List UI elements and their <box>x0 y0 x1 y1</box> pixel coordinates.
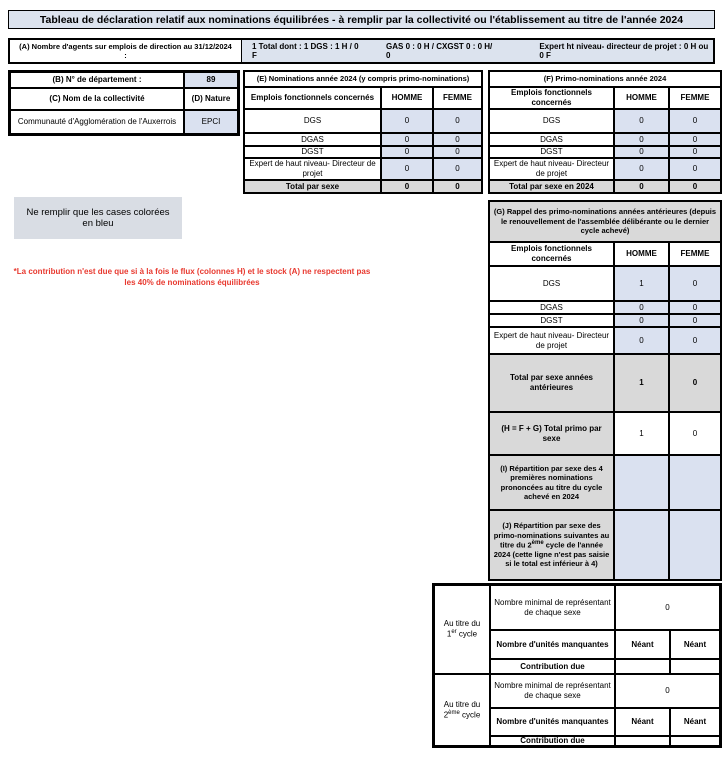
nature-label: (D) Nature <box>184 88 238 110</box>
h-row-homme: 1 <box>614 412 669 455</box>
g-dgst-label: DGST <box>489 314 614 327</box>
g-dgs-label: DGS <box>489 266 614 301</box>
f-total-femme: 0 <box>669 180 721 193</box>
cycle-2-sup: ème <box>448 709 460 716</box>
f-expert-femme-cell[interactable]: 0 <box>669 158 721 180</box>
row-a-total: 1 Total dont : 1 DGS : 1 H / 0 F <box>252 42 359 60</box>
g-total-femme: 0 <box>669 354 721 412</box>
row-a-expert: Expert ht niveau- directeur de projet : 0 H ou 0 F <box>539 42 709 60</box>
cycles-table <box>432 583 722 748</box>
f-expert-homme-cell[interactable]: 0 <box>614 158 669 180</box>
f-col-femme: FEMME <box>669 87 721 109</box>
g-dgas-label: DGAS <box>489 301 614 314</box>
collectivity-table <box>8 70 240 136</box>
cycle-2-text: Au titre du 2 <box>443 699 481 720</box>
cycle2-contribution-label: Contribution due <box>490 736 615 746</box>
cycle2-missing-homme: Néant <box>615 708 670 736</box>
e-col-homme: HOMME <box>381 87 433 109</box>
j-row-sup: ème <box>531 540 544 547</box>
e-col-femme: FEMME <box>433 87 482 109</box>
e-total-homme: 0 <box>381 180 433 193</box>
j-row-text: (J) Répartition par sexe des primo-nominations suivantes au titre du 2 <box>493 521 610 550</box>
e-expert-femme-cell[interactable]: 0 <box>433 158 482 180</box>
cycle-1-sup: er <box>451 629 457 636</box>
contribution-footnote: *La contribution n'est due que si à la fois le flux (colonnes H) et le stock (A) ne respectent pas les 40% de nominations équilibrées <box>13 267 371 288</box>
g-col-femme: FEMME <box>669 242 721 266</box>
g-dgs-femme-cell[interactable]: 0 <box>669 266 721 301</box>
cycle2-contribution-femme <box>670 736 720 746</box>
e-dgs-label: DGS <box>244 109 381 133</box>
i-row-femme-cell[interactable] <box>669 455 721 510</box>
f-dgst-femme-cell[interactable]: 0 <box>669 146 721 158</box>
f-dgs-femme-cell[interactable]: 0 <box>669 109 721 133</box>
section-e-header: (E) Nominations année 2024 (y compris primo-nominations) <box>244 71 482 87</box>
f-dgas-femme-cell[interactable]: 0 <box>669 133 721 146</box>
e-expert-homme-cell[interactable]: 0 <box>381 158 433 180</box>
cycle-2-label <box>434 674 490 746</box>
e-total-label: Total par sexe <box>244 180 381 193</box>
g-total-homme: 1 <box>614 354 669 412</box>
section-g-header: (G) Rappel des primo-nominations années antérieures (depuis le renouvellement de l'assemblée délibérante ou le dernier cycle achevé) <box>489 201 721 242</box>
g-col-emplois: Emplois fonctionnels concernés <box>489 242 614 266</box>
cycle1-contribution-femme <box>670 659 720 674</box>
f-col-homme: HOMME <box>614 87 669 109</box>
e-dgas-homme-cell[interactable]: 0 <box>381 133 433 146</box>
g-dgst-femme-cell[interactable]: 0 <box>669 314 721 327</box>
section-f-header: (F) Primo-nominations année 2024 <box>489 71 721 87</box>
nature-value-cell[interactable]: EPCI <box>184 110 238 134</box>
e-col-emplois: Emplois fonctionnels concernés <box>244 87 381 109</box>
row-a-agents-direction <box>8 38 715 64</box>
page-title: Tableau de déclaration relatif aux nominations équilibrées - à remplir par la collectivité ou l'établissement au titre de l'année 2024 <box>8 10 715 29</box>
g-dgs-homme-cell[interactable]: 1 <box>614 266 669 301</box>
row-a-summary <box>242 40 713 62</box>
f-total-homme: 0 <box>614 180 669 193</box>
cycle2-contribution-homme <box>615 736 670 746</box>
g-dgas-femme-cell[interactable]: 0 <box>669 301 721 314</box>
collectivity-name-cell[interactable]: Communauté d'Agglomération de l'Auxerrois <box>10 110 184 134</box>
cycle-2-text-2: cycle <box>459 710 481 720</box>
f-dgst-homme-cell[interactable]: 0 <box>614 146 669 158</box>
cycle1-contribution-homme <box>615 659 670 674</box>
e-total-femme: 0 <box>433 180 482 193</box>
dept-label: (B) N° de département : <box>10 72 184 88</box>
j-row-label <box>489 510 614 580</box>
g-expert-label: Expert de haut niveau- Directeur de projet <box>489 327 614 354</box>
f-expert-label: Expert de haut niveau- Directeur de projet <box>489 158 614 180</box>
cycle1-missing-homme: Néant <box>615 630 670 659</box>
f-col-emplois: Emplois fonctionnels concernés <box>489 87 614 109</box>
cycle-1-text: Au titre du 1 <box>443 619 481 639</box>
j-row-homme-cell[interactable] <box>614 510 669 580</box>
section-g-rappel-primo-nominations <box>488 200 722 581</box>
g-total-label: Total par sexe années antérieures <box>489 354 614 412</box>
h-row-femme: 0 <box>669 412 721 455</box>
cycle-1-text-2: cycle <box>456 629 478 639</box>
f-dgas-label: DGAS <box>489 133 614 146</box>
dept-value-cell[interactable]: 89 <box>184 72 238 88</box>
cycle2-missing-femme: Néant <box>670 708 720 736</box>
blue-cells-note: Ne remplir que les cases colorées en bleu <box>14 197 182 239</box>
cycle1-missing-femme: Néant <box>670 630 720 659</box>
f-dgs-homme-cell[interactable]: 0 <box>614 109 669 133</box>
g-expert-femme-cell[interactable]: 0 <box>669 327 721 354</box>
e-dgs-homme-cell[interactable]: 0 <box>381 109 433 133</box>
f-dgst-label: DGST <box>489 146 614 158</box>
f-dgs-label: DGS <box>489 109 614 133</box>
i-row-label: (I) Répartition par sexe des 4 premières nominations prononcées au titre du cycle achevé en 2024 <box>489 455 614 510</box>
cycle2-min-label: Nombre minimal de représentant de chaque sexe <box>490 674 615 708</box>
e-dgs-femme-cell[interactable]: 0 <box>433 109 482 133</box>
e-dgst-label: DGST <box>244 146 381 158</box>
section-e-nominations-2024 <box>243 70 483 194</box>
cycle1-contribution-label: Contribution due <box>490 659 615 674</box>
section-f-primo-nominations-2024 <box>488 70 722 194</box>
e-dgst-homme-cell[interactable]: 0 <box>381 146 433 158</box>
j-row-text-2: cycle de l'année 2024 (cette ligne n'est pas saisie si le total est inférieur à 4) <box>493 540 610 569</box>
g-col-homme: HOMME <box>614 242 669 266</box>
cycle1-min-value: 0 <box>615 585 720 630</box>
cycle-1-label <box>434 585 490 674</box>
e-expert-label: Expert de haut niveau- Directeur de projet <box>244 158 381 180</box>
g-expert-homme-cell[interactable]: 0 <box>614 327 669 354</box>
e-dgst-femme-cell[interactable]: 0 <box>433 146 482 158</box>
e-dgas-label: DGAS <box>244 133 381 146</box>
f-total-label: Total par sexe en 2024 <box>489 180 614 193</box>
g-dgst-homme-cell[interactable]: 0 <box>614 314 669 327</box>
g-dgas-homme-cell[interactable]: 0 <box>614 301 669 314</box>
cycle2-missing-label: Nombre d'unités manquantes <box>490 708 615 736</box>
j-row-femme-cell[interactable] <box>669 510 721 580</box>
cycle1-min-label: Nombre minimal de représentant de chaque sexe <box>490 585 615 630</box>
h-row-label: (H = F + G) Total primo par sexe <box>489 412 614 455</box>
row-a-dgas-dgst: GAS 0 : 0 H / CXGST 0 : 0 H/ 0 <box>386 42 493 60</box>
i-row-homme-cell[interactable] <box>614 455 669 510</box>
f-dgas-homme-cell[interactable]: 0 <box>614 133 669 146</box>
cycle1-missing-label: Nombre d'unités manquantes <box>490 630 615 659</box>
row-a-label: (A) Nombre d'agents sur emplois de direction au 31/12/2024 : <box>10 40 242 62</box>
collectivity-label: (C) Nom de la collectivité <box>10 88 184 110</box>
cycle2-min-value: 0 <box>615 674 720 708</box>
e-dgas-femme-cell[interactable]: 0 <box>433 133 482 146</box>
